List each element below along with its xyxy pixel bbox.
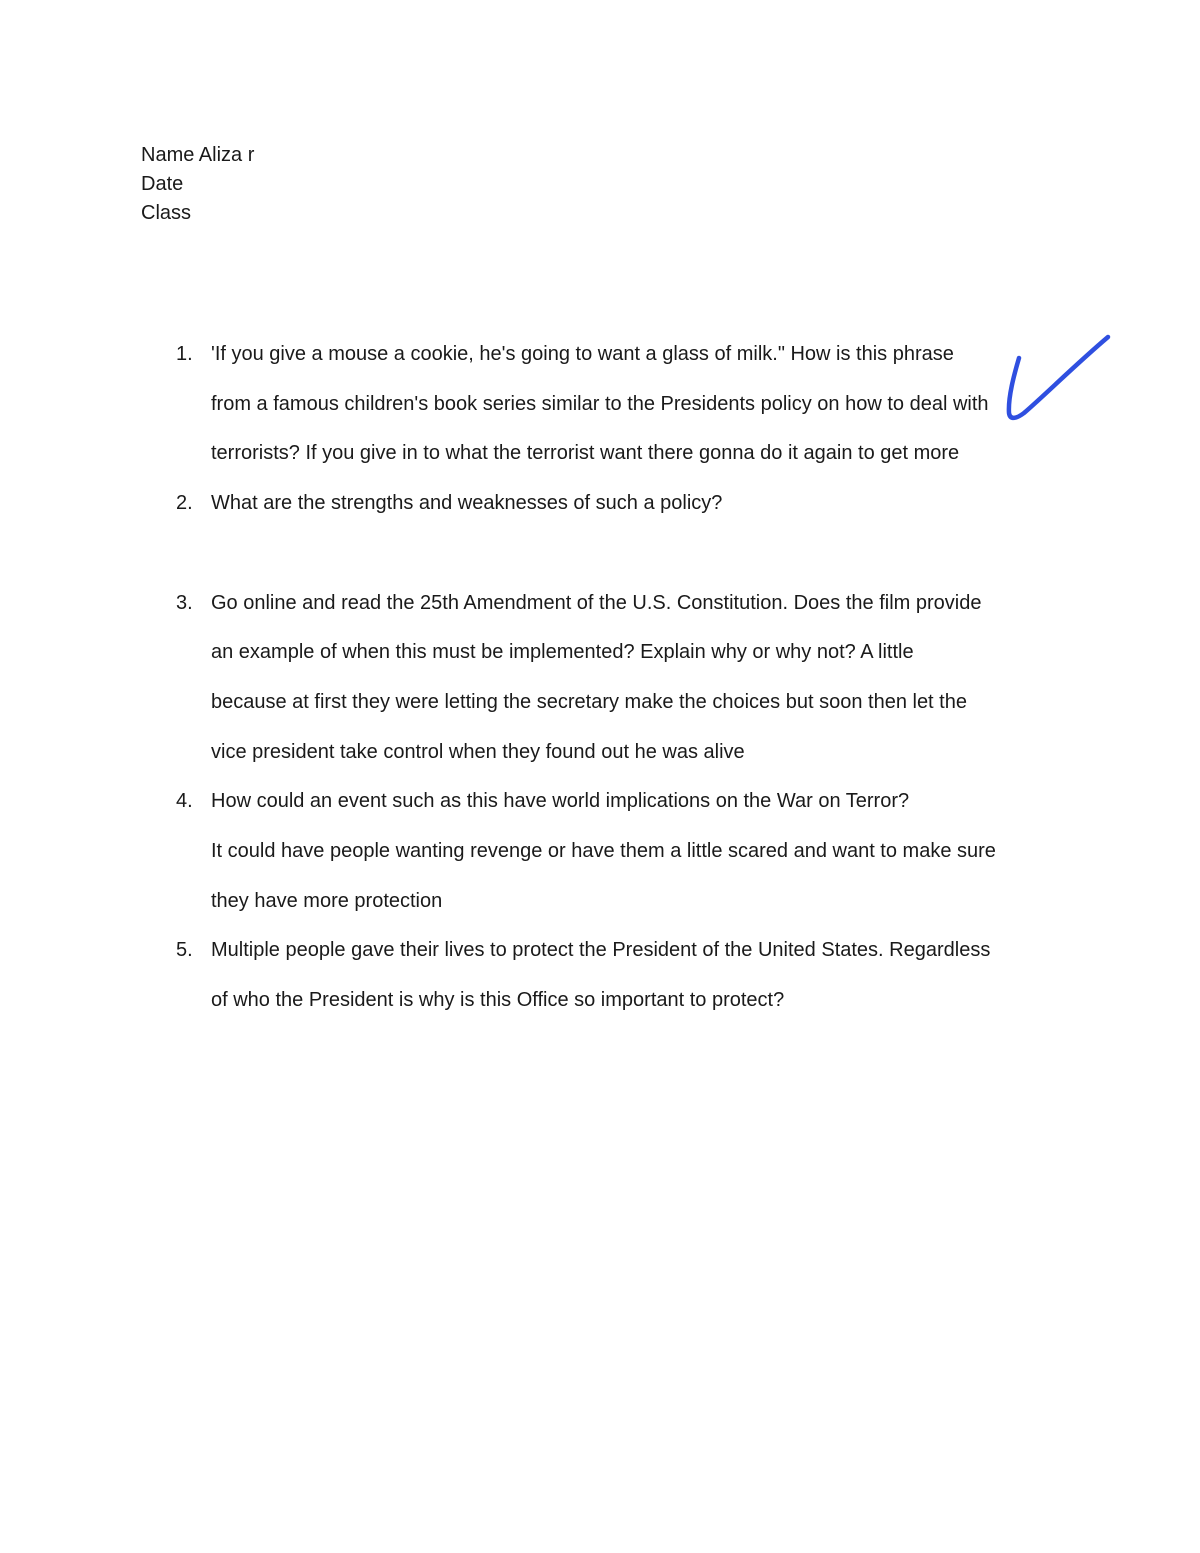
answer-line: because at first they were letting the secretary make the choices but soon then let the [211,690,967,713]
question-line: 'If you give a mouse a cookie, he's going to want a glass of milk." How is this phrase [211,343,954,365]
answer-line: terrorists? If you give in to what the terrorist want there gonna do it again to get more [211,442,960,465]
class-line: Class [141,202,192,224]
answer-line: It could have people wanting revenge or have them a little scared and want to make sure [211,840,996,863]
date-line: Date [141,173,184,195]
answer-line: vice president take control when they found out he was alive [211,740,745,763]
name-line: Name Aliza r [141,144,255,166]
question-4 [0,777,1071,926]
question-line: of who the President is why is this Office so important to protect? [211,989,785,1012]
question-line: How could an event such as this have world implications on the War on Terror? [211,790,910,813]
question-number: 1. [176,343,193,365]
question-number: 4. [176,790,193,813]
blank-answer-space [0,529,1200,579]
question-3 [0,579,1071,778]
question-line: Go online and read the 25th Amendment of the U.S. Constitution. Does the film provide [211,591,982,614]
question-2 [0,479,1071,529]
question-1 [0,330,1071,479]
header-block [141,141,254,228]
question-line: from a famous children's book series similar to the Presidents policy on how to deal with [211,392,989,415]
question-line: Multiple people gave their lives to protect the President of the United States. Regardless [211,939,991,962]
question-line: an example of when this must be implemented? Explain why or why not? A little [211,641,914,664]
question-5 [0,926,1071,1025]
question-number: 5. [176,939,193,962]
question-line: What are the strengths and weaknesses of such a policy? [211,492,723,515]
question-number: 3. [176,591,193,614]
answer-line: they have more protection [211,889,443,912]
question-number: 2. [176,492,193,515]
checkmark-icon [1000,325,1120,435]
